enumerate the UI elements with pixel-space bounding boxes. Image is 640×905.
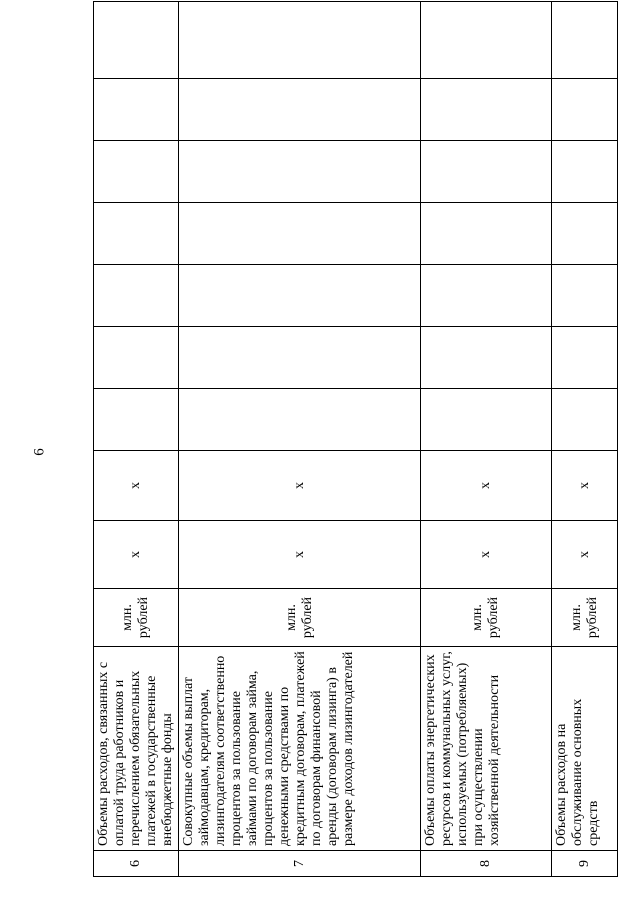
empty-cell: [421, 203, 552, 265]
empty-cell: [421, 265, 552, 327]
empty-cell: [421, 79, 552, 141]
empty-cell: [552, 389, 618, 451]
empty-cell: [421, 327, 552, 389]
empty-cell: [94, 141, 179, 203]
empty-cell: [179, 327, 421, 389]
row-unit: млн. рублей: [94, 589, 179, 647]
row-mark: x: [421, 451, 552, 521]
empty-cell: [94, 327, 179, 389]
empty-cell: [179, 2, 421, 79]
empty-cell: [94, 265, 179, 327]
empty-cell: [179, 203, 421, 265]
empty-cell: [552, 79, 618, 141]
row-unit: млн. рублей: [552, 589, 618, 647]
row-mark: x: [94, 521, 179, 589]
empty-cell: [179, 265, 421, 327]
empty-cell: [94, 389, 179, 451]
table-row: [94, 2, 179, 877]
row-description: Объемы оплаты энергетических ресурсов и коммунальных услуг, используемых (потребляемых) при осуществлении хозяйственной деятельности: [421, 647, 552, 851]
page-number: 6: [31, 448, 48, 456]
row-number: 8: [421, 851, 552, 877]
row-mark: x: [179, 521, 421, 589]
row-mark: x: [94, 451, 179, 521]
empty-cell: [179, 141, 421, 203]
empty-cell: [552, 141, 618, 203]
row-mark: x: [421, 521, 552, 589]
row-description: Объемы расходов, связанных с оплатой труда работников и перечислением обязательных платежей в государственные внебюджетные фонды: [94, 647, 179, 851]
table-row: [421, 2, 552, 877]
row-mark: x: [552, 521, 618, 589]
data-table: [93, 1, 618, 877]
empty-cell: [421, 141, 552, 203]
rotated-table-frame: [93, 42, 609, 877]
empty-cell: [179, 79, 421, 141]
row-number: 7: [179, 851, 421, 877]
row-mark: x: [552, 451, 618, 521]
row-number: 6: [94, 851, 179, 877]
empty-cell: [552, 2, 618, 79]
empty-cell: [421, 2, 552, 79]
row-description: Объемы расходов на обслуживание основных средств: [552, 647, 618, 851]
empty-cell: [179, 389, 421, 451]
table-container: [93, 42, 609, 877]
row-unit: млн. рублей: [421, 589, 552, 647]
empty-cell: [94, 2, 179, 79]
empty-cell: [552, 327, 618, 389]
empty-cell: [552, 203, 618, 265]
row-unit: млн. рублей: [179, 589, 421, 647]
row-description: Совокупные объемы выплат займодавцам, кредиторам, лизингодателям соответственно процентов за пользование займами по договорам займа, процентов за пользование денежными средствами по кредитным договорам, платежей по договорам финансовой аренды (договорам лизинга) в размере доходов лизингодателей: [179, 647, 421, 851]
table-row: [552, 2, 618, 877]
table-row: [179, 2, 421, 877]
row-mark: x: [179, 451, 421, 521]
empty-cell: [94, 79, 179, 141]
empty-cell: [421, 389, 552, 451]
empty-cell: [552, 265, 618, 327]
row-number: 9: [552, 851, 618, 877]
empty-cell: [94, 203, 179, 265]
